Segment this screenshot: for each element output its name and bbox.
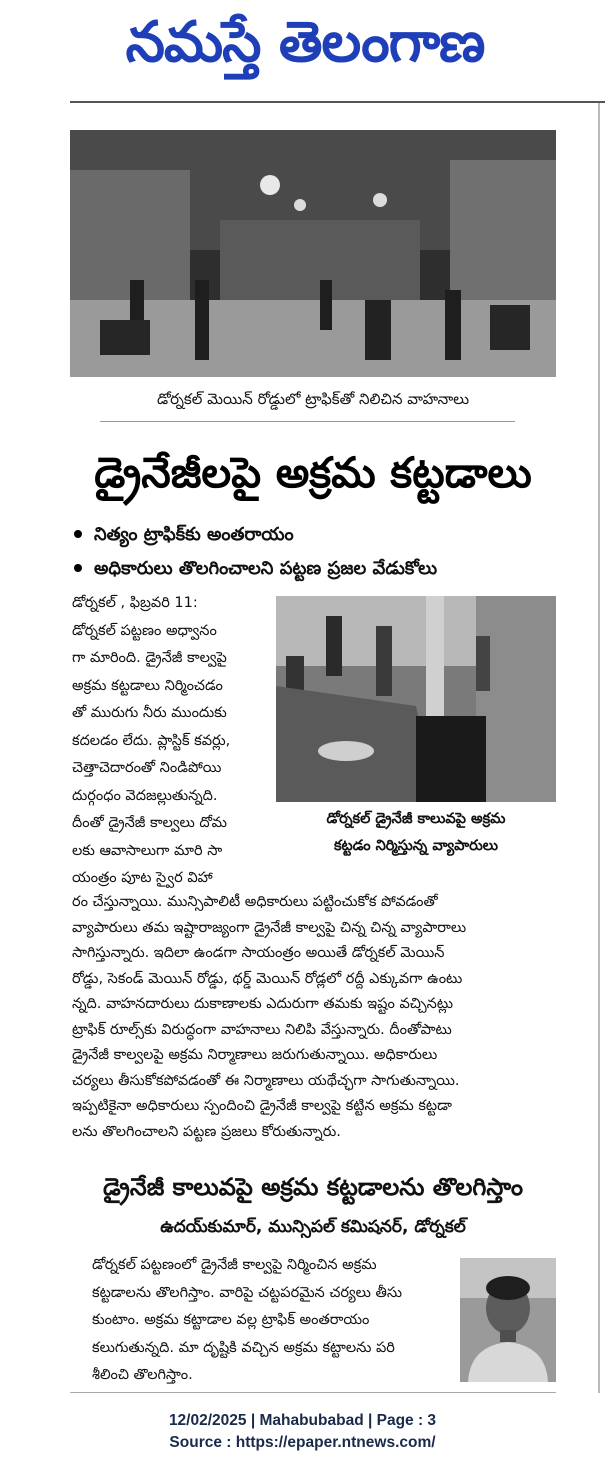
caption-line: డోర్నకల్ డ్రైనేజీ కాలువపై అక్రమ xyxy=(326,811,506,827)
text-line: కలుగుతున్నది. మా దృష్టికి వచ్చిన అక్రమ కట్టాలను పరి xyxy=(92,1339,395,1356)
bullet-text: అధికారులు తొలగించాలని పట్టణ ప్రజల వేడుకోలు xyxy=(94,558,438,579)
bullet-item xyxy=(72,518,572,552)
commissioner-quote xyxy=(92,1252,452,1390)
text-line: కుంటాం. అక్రమ కట్టాడాల వల్ల ట్రాఫిక్ అంతరాయం xyxy=(92,1312,370,1328)
headline-bullets xyxy=(72,518,572,586)
text-line: లకు ఆవాసాలుగా మారి సా xyxy=(72,842,223,859)
caption-rule xyxy=(100,421,515,422)
article-column-text xyxy=(72,590,268,893)
drainage-construction-photo xyxy=(276,596,556,802)
article-body-text xyxy=(72,890,556,1145)
text-line: కట్టడాలను తొలగిస్తాం. వారిపై చట్టపరమైన చర్యలు తీసు xyxy=(92,1284,403,1301)
text-line: ఇప్పటికైనా అధికారులు స్పందించి డ్రైనేజీ కాల్వపై కట్టిన అక్రమ కట్టడా xyxy=(72,1098,452,1114)
text-line: డోర్నకల్ , ఫిబ్రవరి 11: xyxy=(72,595,198,611)
masthead-logo: నమస్తే తెలంగాణ xyxy=(125,10,485,75)
byline: ఉదయ్‌కుమార్, మున్సిపల్ కమిషనర్, డోర్నకల్ xyxy=(160,1217,466,1237)
bullet-text: నిత్యం ట్రాఫిక్‌కు అంతరాయం xyxy=(94,524,294,545)
bullet-item xyxy=(72,552,572,586)
commissioner-portrait xyxy=(460,1258,556,1382)
text-line: సాగిస్తున్నారు. ఇదిలా ఉండగా సాయంత్రం అయితే డోర్నకల్ మెయిన్ xyxy=(72,945,445,961)
text-line: గా మారింది. డ్రైనేజీ కాల్వపై xyxy=(72,650,227,666)
text-line: చెత్తాచెదారంతో నిండిపోయి xyxy=(72,760,222,776)
street-traffic-photo xyxy=(70,130,556,377)
text-line: శీలించి తొలగిస్తాం. xyxy=(92,1367,193,1383)
right-column-rule xyxy=(598,103,600,1393)
text-line: తో మురుగు నీరు ముందుకు xyxy=(72,705,227,721)
bullet-icon xyxy=(74,564,82,572)
page-footer xyxy=(0,1410,605,1454)
text-line: న్నది. వాహనదారులు దుకాణాలకు ఎదురుగా తమకు ఇష్టం వచ్చినట్లు xyxy=(72,996,454,1012)
text-line: రం చేస్తున్నాయి. మున్సిపాలిటీ అధికారులు పట్టించుకోక పోవడంతో xyxy=(72,894,438,910)
text-line: దీంతో డ్రైనేజీ కాల్వలు దోమ xyxy=(72,815,227,831)
text-line: ట్రాఫిక్ రూల్స్‌కు విరుద్ధంగా వాహనాలు నిలిపి వేస్తున్నారు. దీంతోపాటు xyxy=(72,1021,452,1038)
article-headline: డ్రైనేజీలపై అక్రమ కట్టడాలు xyxy=(94,448,532,497)
caption-line: కట్టడం నిర్మిస్తున్న వ్యాపారులు xyxy=(333,838,499,854)
top-rule xyxy=(70,101,605,103)
text-line: రోడ్డు, సెకండ్ మెయిన్ రోడ్డు, థర్డ్ మెయిన్ రోడ్లలో రద్దీ ఎక్కువగా ఉంటు xyxy=(72,970,463,987)
footer-date-edition: 12/02/2025 | Mahabubabad | Page : 3 xyxy=(168,1412,437,1429)
text-line: డ్రైనేజీ కాల్వలపై అక్రమ నిర్మాణాలు జరుగుతున్నాయి. అధికారులు xyxy=(72,1047,438,1063)
photo-caption: డోర్నకల్ మెయిన్ రోడ్డులో ట్రాఫిక్‌తో నిలిచిన వాహనాలు xyxy=(156,390,470,408)
text-line: కదలడం లేదు. ప్లాస్టిక్ కవర్లు, xyxy=(72,732,231,749)
text-line: లను తొలగించాలని పట్టణ ప్రజలు కోరుతున్నారు. xyxy=(72,1123,341,1140)
bullet-icon xyxy=(74,530,82,538)
text-line: వ్యాపారులు తమ ఇష్టారాజ్యంగా డ్రైనేజీ కాల్వపై చిన్న చిన్న వ్యాపారాలు xyxy=(72,919,467,936)
photo2-caption xyxy=(276,806,556,862)
text-line: డోర్నకల్ పట్టణంలో డ్రైనేజీ కాల్వపై నిర్మించిన అక్రమ xyxy=(92,1257,377,1273)
text-line: అక్రమ కట్టడాలు నిర్మించడం xyxy=(72,677,223,694)
sub-headline: డ్రైనేజీ కాలువపై అక్రమ కట్టడాలను తొలగిస్తాం xyxy=(102,1173,523,1201)
text-line: యంత్రం పూట స్వైర విహా xyxy=(72,870,213,886)
text-line: డోర్నకల్ పట్టణం అధ్వానం xyxy=(72,622,217,639)
text-line: దుర్గంధం వెదజల్లుతున్నది. xyxy=(72,787,218,804)
text-line: చర్యలు తీసుకోకపోవడంతో ఈ నిర్మాణాలు యథేచ్ఛగా సాగుతున్నాయి. xyxy=(72,1072,460,1089)
footer-source: Source : https://epaper.ntnews.com/ xyxy=(169,1434,436,1451)
bottom-rule xyxy=(70,1392,556,1393)
